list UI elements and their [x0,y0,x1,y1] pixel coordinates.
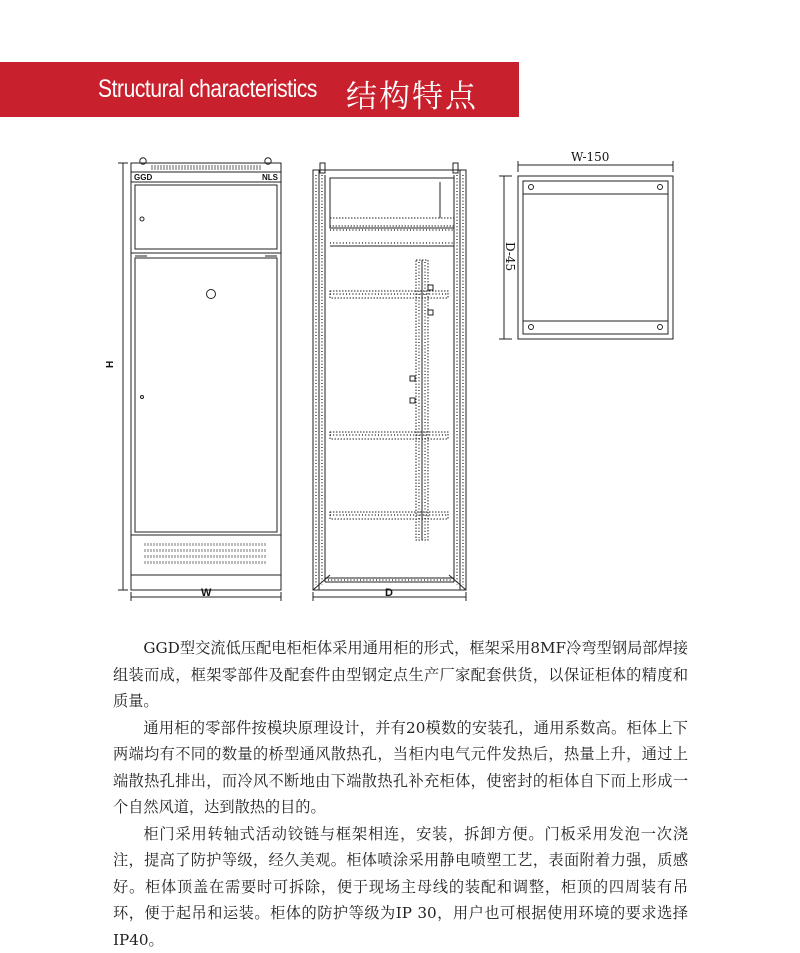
depth-dimension-label: D [385,587,393,599]
front-label-left: GGD [134,173,152,182]
side-view [313,163,466,601]
paragraph-ventilation: 通用柜的零部件按模块原理设计，并有20模数的安装孔，通用系数高。柜体上下两端均有不同的数量的桥型通风散热孔，当柜内电气元件发热后，热量上升，通过上端散热孔排出，而冷风不断地由下端散热孔补充柜体，使密封的柜体自下而上形成一个自然风道，达到散热的目的。 [113,715,688,821]
front-label-right: NLS [262,173,279,182]
title-english: Structural characteristics [98,75,317,104]
cabinet-drawing [0,140,800,610]
width-dimension-label: W [201,587,212,599]
title-banner [0,62,519,117]
front-view [118,158,281,601]
title-chinese: 结构特点 [346,71,478,116]
height-dimension-label: H [105,361,116,368]
top-view [499,161,673,339]
top-depth-dimension-label: D-45 [503,242,517,271]
top-width-dimension-label: W-150 [571,150,609,164]
paragraph-frame: GGD型交流低压配电柜柜体采用通用柜的形式，框架采用8MF冷弯型钢局部焊接组装而成，框架零部件及配套件由型钢定点生产厂家配套供货，以保证柜体的精度和质量。 [113,635,688,715]
paragraph-door-and-protection: 柜门采用转轴式活动铰链与框架相连，安装，拆卸方便。门板采用发泡一次浇注，提高了防护等级，经久美观。柜体喷涂采用静电喷塑工艺，表面附着力强，质感好。柜体顶盖在需要时可拆除，便于现场主母线的装配和调整，柜顶的四周装有吊环，便于起吊和运装。柜体的防护等级为IP 30，用户也可根据使用环境的要求选择IP40。 [113,821,688,953]
description-text [113,635,688,953]
